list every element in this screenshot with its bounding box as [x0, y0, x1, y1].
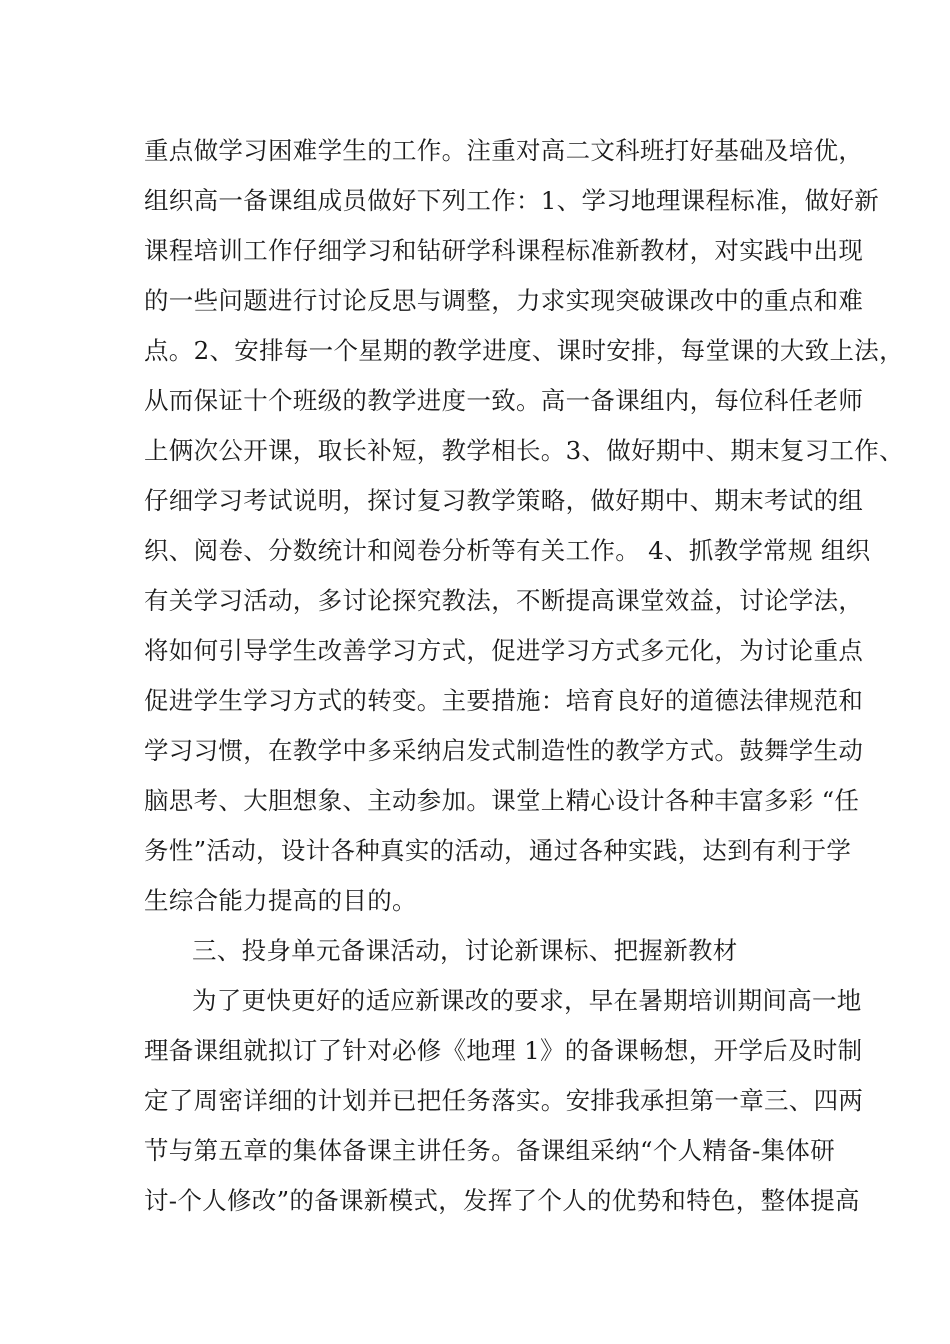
section-heading: 三、投身单元备课活动，讨论新课标、把握新教材 — [192, 936, 738, 965]
text-line: 课程培训工作仔细学习和钻研学科课程标准新教材，对实践中出现 — [144, 236, 864, 265]
text-line: 节与第五章的集体备课主讲任务。备课组采纳“个人精备-集体研 — [144, 1136, 836, 1165]
text-line: 点。2、安排每一个星期的教学进度、课时安排，每堂课的大致上法， — [144, 336, 904, 365]
text-line: 上俩次公开课，取长补短，教学相长。3、做好期中、期末复习工作、 — [144, 436, 904, 465]
paragraph-start-line: 为了更快更好的适应新课改的要求，早在暑期培训期间高一地 — [192, 986, 862, 1015]
text-line: 的一些问题进行讨论反思与调整，力求实现突破课改中的重点和难 — [144, 286, 864, 315]
text-line: 重点做学习困难学生的工作。注重对高二文科班打好基础及培优， — [144, 136, 864, 165]
text-line: 从而保证十个班级的教学进度一致。高一备课组内，每位科任老师 — [144, 386, 864, 415]
text-line: 务性”活动，设计各种真实的活动，通过各种实践，达到有利于学 — [144, 836, 852, 865]
text-line: 脑思考、大胆想象、主动参加。课堂上精心设计各种丰富多彩 “任 — [144, 786, 860, 815]
text-line: 理备课组就拟订了针对必修《地理 1》的备课畅想，开学后及时制 — [144, 1036, 863, 1065]
text-line: 促进学生学习方式的转变。主要措施：培育良好的道德法律规范和 — [144, 686, 864, 715]
text-line: 学习习惯，在教学中多采纳启发式制造性的教学方式。鼓舞学生动 — [144, 736, 864, 765]
text-line: 将如何引导学生改善学习方式，促进学习方式多元化，为讨论重点 — [144, 636, 864, 665]
text-line: 仔细学习考试说明，探讨复习教学策略，做好期中、期末考试的组 — [144, 486, 864, 515]
text-line: 组织高一备课组成员做好下列工作：1、学习地理课程标准，做好新 — [144, 186, 880, 215]
text-line: 定了周密详细的计划并已把任务落实。安排我承担第一章三、四两 — [144, 1086, 864, 1115]
text-line: 有关学习活动，多讨论探究教法，不断提高课堂效益，讨论学法， — [144, 586, 864, 615]
text-line: 织、阅卷、分数统计和阅卷分析等有关工作。 4、抓教学常规 组织 — [144, 536, 871, 565]
text-line: 讨-个人修改”的备课新模式，发挥了个人的优势和特色，整体提高 — [144, 1186, 860, 1215]
text-line: 生综合能力提高的目的。 — [144, 886, 417, 915]
